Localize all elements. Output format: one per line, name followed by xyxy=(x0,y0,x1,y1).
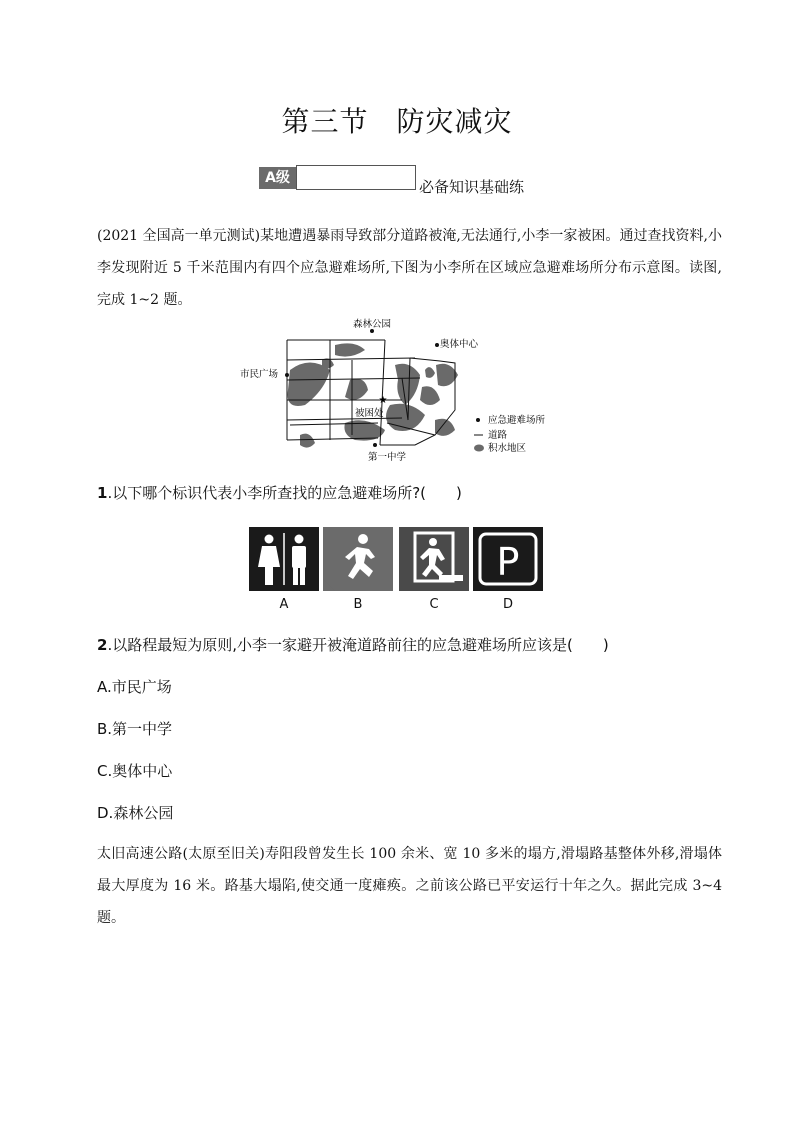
legend-road: 道路 xyxy=(488,430,508,441)
sign-c-label: C xyxy=(429,597,439,612)
map-legend xyxy=(474,414,546,454)
legend-shelter: 应急避难场所 xyxy=(488,415,546,426)
sign-b-label: B xyxy=(353,597,363,612)
question-2 xyxy=(97,634,609,655)
trapped-star-icon: ★ xyxy=(378,395,388,406)
label-forest-park: 森林公园 xyxy=(352,319,392,330)
legend-water: 积水地区 xyxy=(488,443,527,454)
sign-a xyxy=(249,527,319,591)
shelter-map xyxy=(230,315,570,470)
question-1-text: .以下哪个标识代表小李所查找的应急避难场所?( ) xyxy=(107,484,462,502)
page-title xyxy=(0,100,794,140)
option-d: D.森林公园 xyxy=(97,804,174,822)
sign-d xyxy=(473,527,543,591)
running-man-icon xyxy=(323,527,393,591)
section-number: 第三节 xyxy=(281,105,369,138)
question-2-number: 2 xyxy=(97,636,108,654)
label-citizen-square: 市民广场 xyxy=(240,369,279,380)
restroom-icon xyxy=(249,527,319,591)
svg-text:P: P xyxy=(496,540,520,584)
sign-d-label: D xyxy=(502,597,513,612)
parking-icon xyxy=(473,527,543,591)
level-label: 必备知识基础练 xyxy=(419,178,525,196)
legend-shelter-icon xyxy=(476,418,480,422)
sign-a-label: A xyxy=(279,597,289,612)
passage-1: (2021 全国高一单元测试)某地遭遇暴雨导致部分道路被淹,无法通行,小李一家被困。通过查找资料,小李发现附近 5 千米范围内有四个应急避难场所,下图为小李所在区域应急避难场所分布示意图。读图,完成 1~2 题。 xyxy=(97,228,722,308)
option-c: C.奥体中心 xyxy=(97,762,173,780)
question-1 xyxy=(97,482,462,503)
label-trapped: 被困处 xyxy=(355,408,384,419)
level-blank-box xyxy=(296,165,416,190)
question-2-text: .以路程最短为原则,小李一家避开被淹道路前往的应急避难场所应该是( ) xyxy=(107,636,609,654)
option-a: A.市民广场 xyxy=(97,678,172,696)
question-1-number: 1 xyxy=(97,484,108,502)
emergency-exit-icon xyxy=(399,527,469,591)
legend-water-icon xyxy=(474,445,484,452)
label-sports-center: 奥体中心 xyxy=(440,339,479,350)
label-school: 第一中学 xyxy=(368,452,407,463)
level-badge: A级 xyxy=(259,167,296,189)
sign-c xyxy=(399,527,469,591)
section-title: 防灾减灾 xyxy=(396,105,513,138)
sign-b xyxy=(323,527,393,591)
passage-2: 太旧高速公路(太原至旧关)寿阳段曾发生长 100 余米、宽 10 多米的塌方,滑塌路基整体外移,滑塌体最大厚度为 16 米。路基大塌陷,使交通一度瘫痪。之前该公路已平安运行十年之久。据此完成 3~4 题。 xyxy=(97,846,722,926)
option-b: B.第一中学 xyxy=(97,720,173,738)
